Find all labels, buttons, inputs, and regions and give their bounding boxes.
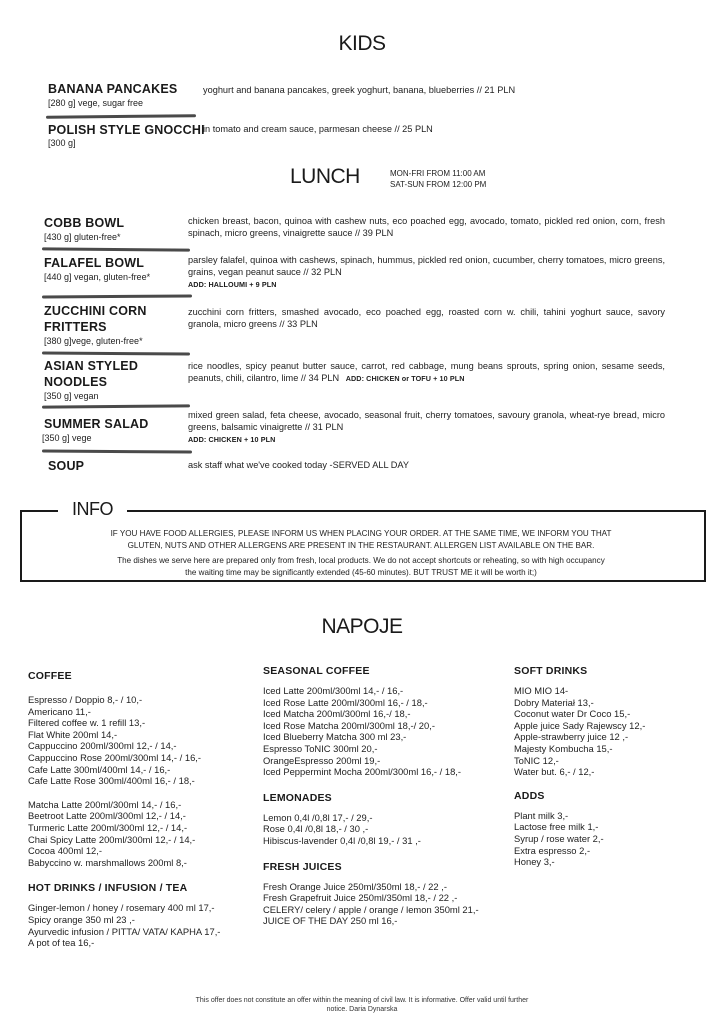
item-description: chicken breast, bacon, quinoa with cashew nuts, eco poached egg, avocado, tomato, pickled red onion, corn, fresh spinach, micro greens, vinaigrette sauce // 39 PLN [188, 216, 665, 238]
drink-item: Coconut water Dr Coco 15,- [514, 708, 631, 720]
drink-item: Iced Latte 200ml/300ml 14,- / 16,- [263, 685, 404, 696]
item-description: ask staff what we've cooked today -SERVED ALL DAY [188, 460, 410, 470]
footer-line: notice. Daria Dynarska [326, 1006, 398, 1013]
lunch-title: LUNCH [290, 165, 360, 188]
item-description: yoghurt and banana pancakes, greek yoghurt, banana, blueberries // 21 PLN [203, 85, 516, 95]
divider-stroke [42, 404, 190, 408]
item-subtitle: [350 g] vege [42, 433, 92, 443]
item-subtitle: [350 g] vegan [44, 391, 99, 401]
drink-item: Apple juice Sady Rajewscy 12,- [514, 719, 646, 731]
item-subtitle: [380 g]vege, gluten-free* [44, 336, 143, 346]
lunch-hours-weekend: SAT-SUN FROM 12:00 PM [390, 180, 487, 189]
item-description-text: rice noodles, spicy peanut butter sauce, carrot, red cabbage, mung beans sprouts, spring onion, sesame seeds, peanuts, chili, cilantro, lime // 34 PLN [188, 361, 665, 383]
juices-heading: FRESH JUICES [263, 860, 342, 873]
drink-item: Americano 11,- [28, 705, 91, 717]
drink-item: Plant milk 3,- [514, 809, 569, 821]
drink-item: Beetroot Latte 200ml/300ml 12,- / 14,- [28, 810, 186, 822]
item-name: SUMMER SALAD [44, 417, 149, 431]
footer-disclaimer [0, 996, 724, 1014]
footer-line: This offer does not constitute an offer within the meaning of civil law. It is informative. Offer valid until further [195, 997, 529, 1004]
drink-item: Hibiscus-lavender 0,4l /0,8l 19,- / 31 ,- [263, 834, 421, 846]
drink-item: Iced Matcha 200ml/300ml 16,-/ 18,- [263, 708, 411, 720]
menu-item-soup: SOUP [48, 459, 85, 473]
divider-stroke [42, 294, 192, 298]
coffee-section [28, 670, 220, 949]
drink-item: Iced Rose Latte 200ml/300ml 16,- / 18,- [263, 696, 428, 708]
juices-list [263, 881, 479, 927]
drink-item: Cocoa 400ml 12,- [28, 845, 102, 857]
drink-item: MIO MIO 14- [514, 685, 569, 696]
drink-item: Espresso / Doppio 8,- / 10,- [28, 694, 143, 705]
item-description: parsley falafel, quinoa with cashews, spinach, hummus, pickled red onion, cucumber, cherry tomatoes, micro greens, grains, vegan peanut sauce // 32 PLN [188, 255, 665, 277]
drink-item: Turmeric Latte 200ml/300ml 12,- / 14,- [28, 821, 188, 833]
drink-item: Lemon 0,4l /0,8l 17,- / 29,- [263, 811, 373, 823]
drink-item: A pot of tea 16,- [28, 937, 95, 949]
item-subtitle: [300 g] [48, 138, 76, 148]
item-subtitle: [430 g] gluten-free* [44, 232, 121, 242]
napoje-title: NAPOJE [321, 615, 403, 638]
coffee-list [28, 694, 220, 787]
spacer [28, 787, 220, 799]
item-description [188, 360, 665, 385]
drink-item: Majesty Kombucha 15,- [514, 742, 613, 754]
drink-item: Apple-strawberry juice 12 ,- [514, 731, 629, 743]
drink-item: Cappuccino 200ml/300ml 12,- / 14,- [28, 740, 177, 752]
item-description: mixed green salad, feta cheese, avocado, seasonal fruit, cherry tomatoes, savoury granola, wheat-rye bread, micro greens, balsamic vinaigrette // 31 PLN [188, 410, 665, 432]
drink-item: ToNIC 12,- [514, 754, 559, 766]
divider-stroke [42, 247, 190, 251]
drink-item: Syrup / rose water 2,- [514, 832, 604, 844]
info-line: IF YOU HAVE FOOD ALLERGIES, PLEASE INFORM US WHEN PLACING YOUR ORDER. AT THE SAME TIME, WE INFORM YOU THAT [110, 529, 612, 538]
lemonades-list [263, 812, 479, 847]
drink-item: Chai Spicy Latte 200ml/300ml 12,- / 14,- [28, 833, 196, 845]
drink-item: Cafe Latte Rose 300ml/400ml 16,- / 18,- [28, 775, 195, 787]
lunch-hours-weekday: MON-FRI FROM 11:00 AM [390, 169, 486, 178]
drink-item: Ayurvedic infusion / PITTA/ VATA/ KAPHA 17,- [28, 925, 221, 937]
item-name-cont: NOODLES [44, 375, 108, 389]
item-description: zucchini corn fritters, smashed avocado, eco poached egg, roasted corn w. chili, tahini yoghurt sauce, savory granola, micro greens // 33 PLN [188, 307, 665, 329]
info-line: The dishes we serve here are prepared only from fresh, local products. We do not accept shortcuts or reheating, so with high occupancy [117, 556, 605, 565]
coffee-list-alt [28, 799, 220, 869]
item-name: BANANA PANCAKES [48, 82, 178, 96]
info-line: GLUTEN, NUTS AND OTHER ALLERGENS ARE PRESENT IN THE RESTAURANT. ALLERGEN LIST AVAILABLE ON THE BAR. [127, 540, 595, 550]
lemonades-heading: LEMONADES [263, 791, 332, 804]
item-addon: ADD: HALLOUMI + 9 PLN [188, 280, 277, 289]
drink-item: Spicy orange 350 ml 23 ,- [28, 913, 135, 925]
divider-stroke [46, 114, 196, 119]
drink-item: Fresh Orange Juice 250ml/350ml 18,- / 22 ,- [263, 880, 447, 892]
lunch-hours [390, 168, 486, 190]
info-freshness-notice [22, 555, 700, 578]
drink-item: CELERY/ celery / apple / orange / lemon 350ml 21,- [263, 903, 479, 915]
seasonal-list [263, 685, 479, 778]
item-name: ZUCCHINI CORN [44, 304, 147, 318]
drink-item: Ginger-lemon / honey / rosemary 400 ml 17,- [28, 902, 215, 914]
kids-title: KIDS [338, 32, 386, 55]
hot-drinks-heading: HOT DRINKS / INFUSION / TEA [28, 882, 188, 895]
drink-item: Fresh Grapefruit Juice 250ml/350ml 18,- / 22 ,- [263, 892, 458, 904]
drink-item: Cappuccino Rose 200ml/300ml 14,- / 16,- [28, 751, 202, 763]
soft-drinks-heading: SOFT DRINKS [514, 665, 588, 677]
info-line: the waiting time may be significantly extended (45-60 minutes). BUT TRUST ME it will be worth it;) [185, 567, 537, 577]
drink-item: Lactose free milk 1,- [514, 821, 599, 833]
item-description: in tomato and cream sauce, parmesan cheese // 25 PLN [203, 124, 433, 134]
item-name: POLISH STYLE GNOCCHI [48, 123, 205, 137]
divider-stroke [42, 449, 192, 453]
item-addon: ADD: CHICKEN + 10 PLN [188, 435, 276, 444]
drink-item: OrangeEspresso 200ml 19,- [263, 754, 381, 766]
seasonal-heading: SEASONAL COFFEE [263, 665, 370, 677]
item-name-cont: FRITTERS [44, 320, 107, 334]
item-name: ASIAN STYLED [44, 359, 139, 373]
hot-drinks-list [28, 902, 220, 948]
drink-item: Extra espresso 2,- [514, 844, 591, 856]
item-addon: ADD: CHICKEN or TOFU + 10 PLN [345, 374, 465, 383]
drink-item: Cafe Latte 300ml/400ml 14,- / 16,- [28, 763, 171, 775]
drink-item: Iced Blueberry Matcha 300 ml 23,- [263, 731, 407, 743]
divider-stroke [42, 351, 190, 355]
info-allergy-notice [22, 528, 700, 551]
adds-list [514, 810, 645, 868]
seasonal-section [263, 665, 479, 927]
soft-drinks-section [514, 665, 645, 868]
item-name: FALAFEL BOWL [44, 256, 145, 270]
adds-heading: ADDS [514, 789, 545, 802]
soft-drinks-list [514, 685, 645, 778]
drink-item: Iced Peppermint Mocha 200ml/300ml 16,- / 18,- [263, 766, 462, 778]
drink-item: Filtered coffee w. 1 refill 13,- [28, 717, 146, 729]
item-name: COBB BOWL [44, 216, 125, 230]
item-subtitle: [440 g] vegan, gluten-free* [44, 272, 151, 282]
drink-item: JUICE OF THE DAY 250 ml 16,- [263, 915, 398, 927]
drink-item: Dobry Materiał 13,- [514, 696, 594, 708]
drink-item: Rose 0,4l /0,8l 18,- / 30 ,- [263, 823, 369, 835]
drink-item: Water but. 6,- / 12,- [514, 766, 595, 778]
drink-item: Espresso ToNIC 300ml 20,- [263, 742, 378, 754]
drink-item: Matcha Latte 200ml/300ml 14,- / 16,- [28, 798, 182, 810]
info-title: INFO [58, 499, 127, 520]
item-subtitle: [280 g] vege, sugar free [48, 98, 144, 108]
drink-item: Honey 3,- [514, 856, 555, 868]
coffee-heading: COFFEE [28, 670, 72, 682]
drink-item: Babyccino w. marshmallows 200ml 8,- [28, 856, 187, 868]
drink-item: Iced Rose Matcha 200ml/300ml 18,-/ 20,- [263, 719, 435, 731]
drink-item: Flat White 200ml 14,- [28, 728, 118, 740]
